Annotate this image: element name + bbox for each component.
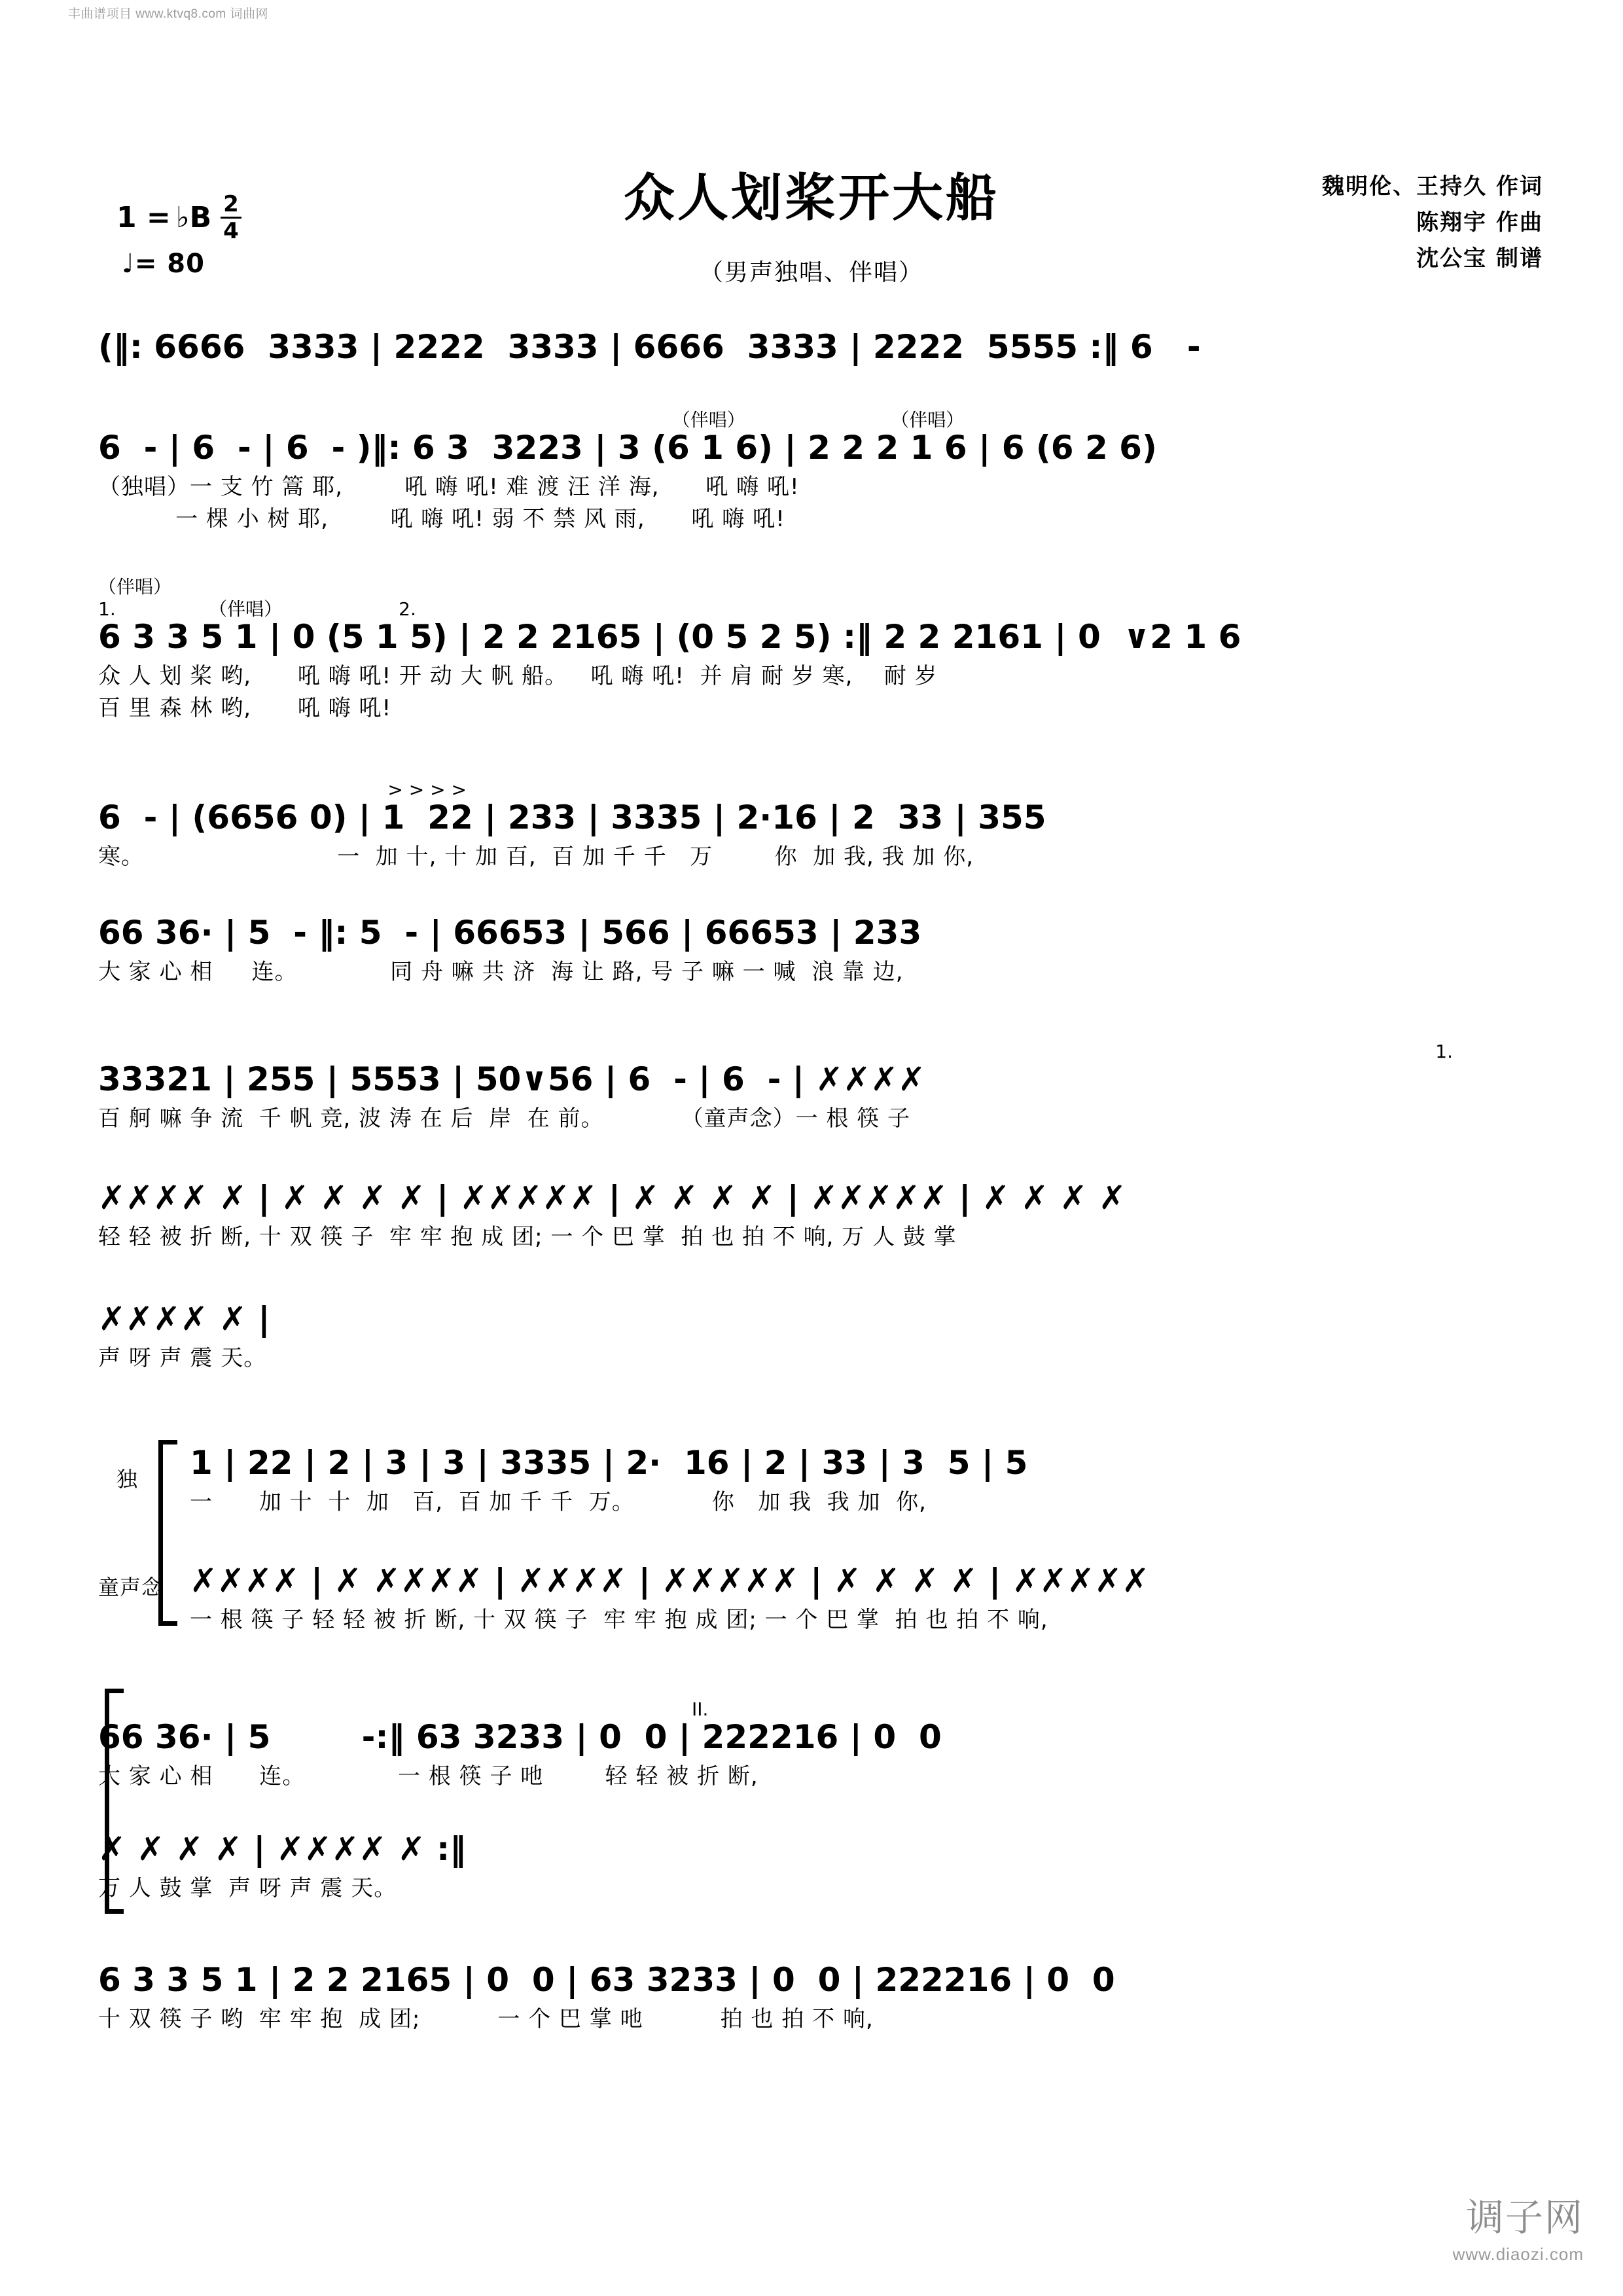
lyric-line: 声 呀 声 震 天。 <box>98 1345 267 1371</box>
watermark-site-name: 调子网 <box>1465 2197 1584 2239</box>
system-2-marks: （伴唱） （伴唱） <box>671 409 965 431</box>
music-system-11 <box>98 1698 1538 1791</box>
note-row: 6 - | (6656 0) | 1 22 | 233 | 3335 | 2·16 | 2 33 | 355 <box>98 798 1046 836</box>
lyric-line: 大 家 心 相 连。 一 根 筷 子 吔 轻 轻 被 折 断, <box>98 1763 758 1789</box>
lyric-line: 众 人 划 桨 哟, 吼 嗨 吼! 开 动 大 帆 船。 吼 嗨 吼! 并 肩 耐 岁 寒, 耐 岁 <box>98 663 938 689</box>
page-subtitle: （男声独唱、伴唱） <box>699 259 923 286</box>
time-signature <box>221 193 241 242</box>
accent-marks: > > > > <box>294 779 467 800</box>
key-signature <box>116 193 241 242</box>
voice-label-solo: 独 <box>116 1467 139 1492</box>
system-3-marks-left: （伴唱） <box>98 576 172 598</box>
page-title: 众人划桨开大船 <box>623 169 999 228</box>
lyric-line: 一 根 筷 子 轻 轻 被 折 断, 十 双 筷 子 牢 牢 抱 成 团; 一 个 巴 掌 拍 也 拍 不 响, <box>190 1607 1048 1633</box>
credits <box>1322 169 1543 277</box>
note-row: 6 3 3 5 1 | 0 (5 1 5) | 2 2 2165 | (0 5 2 5) :‖ 2 2 2161 | 0 ∨2 1 6 <box>98 618 1241 656</box>
note-row: 66 36· | 5 - ‖: 5 - | 66653 | 566 | 66653 | 233 <box>98 914 922 952</box>
lyric-line: 寒。 一 加 十, 十 加 百, 百 加 千 千 万 你 加 我, 我 加 你, <box>98 844 974 870</box>
note-row: ✗ ✗ ✗ ✗ | ✗✗✗✗ ✗ :‖ <box>98 1830 467 1868</box>
volta-1-mark: 1. <box>1435 1041 1453 1062</box>
note-row: ✗✗✗✗ | ✗ ✗✗✗✗ | ✗✗✗✗ | ✗✗✗✗✗ | ✗ ✗ ✗ ✗ | ✗✗✗✗✗ <box>190 1562 1150 1600</box>
tempo-marking: ♩= 80 <box>122 249 205 279</box>
lyric-line: 万 人 鼓 掌 声 呀 声 震 天。 <box>98 1875 397 1901</box>
lyric-line: （独唱）一 支 竹 篙 耶, 吼 嗨 吼! 难 渡 汪 洋 海, 吼 嗨 吼! <box>98 474 800 500</box>
lyric-line: 一 加 十 十 加 百, 百 加 千 千 万。 你 加 我 我 加 你, <box>190 1489 927 1515</box>
voice-label-child-chant: 童声念 <box>98 1575 164 1600</box>
credit-composer: 陈翔宇 作曲 <box>1416 209 1543 236</box>
note-row: 33321 | 255 | 5553 | 50∨56 | 6 - | 6 - | ✗✗✗✗ <box>98 1060 925 1098</box>
volta-2-mark: II. <box>517 1698 709 1720</box>
note-row: 66 36· | 5 -:‖ 63 3233 | 0 0 | 222216 | 0 0 <box>98 1718 942 1756</box>
note-row: 6 3 3 5 1 | 2 2 2165 | 0 0 | 63 3233 | 0 0 | 222216 | 0 0 <box>98 1961 1115 1999</box>
lyric-line: 百 舸 嘛 争 流 千 帆 竞, 波 涛 在 后 岸 在 前。 （童声念）一 根 筷 子 <box>98 1105 911 1132</box>
watermark-site-url: www.diaozi.com <box>1452 2244 1584 2264</box>
note-row: 6 - | 6 - | 6 - )‖: 6 3 3223 | 3 (6 1 6) | 2 2 2 1 6 | 6 (6 2 6) <box>98 429 1157 467</box>
music-system-3 <box>98 576 1538 722</box>
music-system-8 <box>98 1302 1538 1372</box>
time-signature-denominator: 4 <box>223 218 239 244</box>
watermark-top-left: 丰曲谱项目 www.ktvq8.com 词曲网 <box>68 7 269 21</box>
lyric-line: 十 双 筷 子 哟 牢 牢 抱 成 团; 一 个 巴 掌 吔 拍 也 拍 不 响, <box>98 2006 874 2032</box>
key-value: ♭B <box>175 201 212 234</box>
music-system-5 <box>98 916 1538 986</box>
credit-arranger: 沈公宝 制谱 <box>1416 245 1543 272</box>
music-system-4 <box>98 779 1538 871</box>
music-system-9 <box>190 1446 1538 1516</box>
music-system-10 <box>190 1564 1538 1634</box>
lyric-line: 百 里 森 林 哟, 吼 嗨 吼! <box>98 694 392 721</box>
note-row: ✗✗✗✗ ✗ | ✗ ✗ ✗ ✗ | ✗✗✗✗✗ | ✗ ✗ ✗ ✗ | ✗✗✗✗✗ | ✗ ✗ ✗ ✗ <box>98 1179 1126 1217</box>
music-system-1 <box>98 328 1538 366</box>
time-signature-numerator: 2 <box>221 193 241 219</box>
note-row: (‖: 6666 3333 | 2222 3333 | 6666 3333 | 2222 5555 :‖ 6 - <box>98 328 1201 366</box>
note-row: 1 | 22 | 2 | 3 | 3 | 3335 | 2· 16 | 2 | 33 | 3 5 | 5 <box>190 1444 1028 1482</box>
credit-lyricist: 魏明伦、王持久 作词 <box>1322 173 1543 200</box>
system-3-marks-repeat: 1. （伴唱） 2. <box>98 598 416 620</box>
lyric-line: 大 家 心 相 连。 同 舟 嘛 共 济 海 让 路, 号 子 嘛 一 喊 浪 靠 边, <box>98 959 904 985</box>
music-system-2 <box>98 409 1538 533</box>
music-system-6 <box>98 1041 1538 1133</box>
music-system-13 <box>98 1961 1538 2034</box>
watermark-bottom-right <box>1453 2187 1584 2265</box>
music-system-12 <box>98 1830 1538 1903</box>
lyric-line: 一 棵 小 树 耶, 吼 嗨 吼! 弱 不 禁 风 雨, 吼 嗨 吼! <box>98 505 785 532</box>
key-label: 1 = <box>116 201 171 234</box>
note-row: ✗✗✗✗ ✗ | <box>98 1300 270 1338</box>
music-system-7 <box>98 1181 1538 1251</box>
lyric-line: 轻 轻 被 折 断, 十 双 筷 子 牢 牢 抱 成 团; 一 个 巴 掌 拍 也 拍 不 响, 万 人 鼓 掌 <box>98 1224 957 1250</box>
